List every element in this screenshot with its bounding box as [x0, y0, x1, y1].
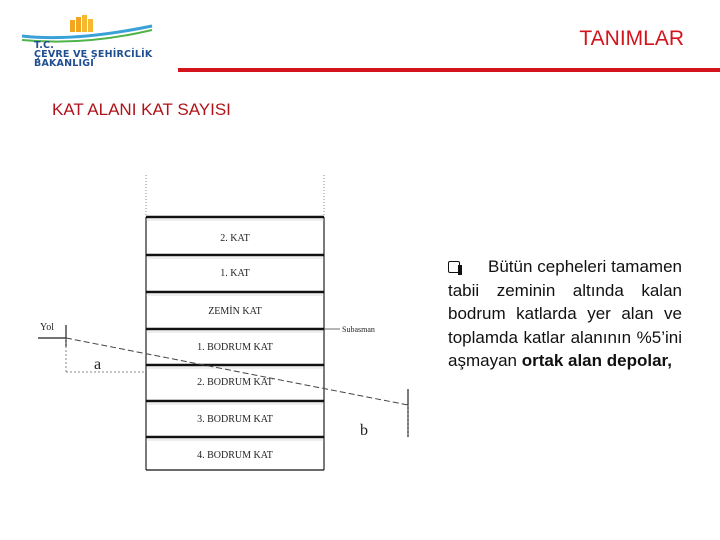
road-label: Yol: [40, 322, 54, 333]
logo-line-3: BAKANLIĞI: [34, 58, 94, 69]
definition-regular-text: Bütün cepheleri tamamen tabii zeminin altında kalan bodrum katlarda yer alan ve toplamda katlar alanının %5’ini aşmayan: [448, 257, 682, 370]
floor-label-1-kat: 1. KAT: [220, 268, 250, 279]
logo-line-1: T.C.: [34, 40, 55, 51]
definition-bold-text: ortak alan depolar,: [521, 351, 672, 370]
floor-label-zemin-kat: ZEMİN KAT: [208, 306, 262, 317]
ministry-logo: [14, 12, 164, 72]
logo-line-2: ÇEVRE VE ŞEHİRCİLİK: [34, 49, 153, 60]
floor-label-2-bodrum: 2. BODRUM KAT: [197, 377, 273, 388]
section-subtitle: KAT ALANI KAT SAYISI: [52, 100, 231, 119]
dimension-b-label: b: [360, 422, 368, 439]
definition-text: [448, 255, 682, 373]
floor-label-1-bodrum: 1. BODRUM KAT: [197, 342, 273, 353]
checkbox-bullet-icon: [448, 261, 460, 273]
floor-label-2-kat: 2. KAT: [220, 233, 250, 244]
page-title: TANIMLAR: [579, 27, 684, 50]
header-divider: [178, 68, 720, 72]
floor-label-4-bodrum: 4. BODRUM KAT: [197, 450, 273, 461]
basement-floors-diagram: [30, 175, 420, 480]
floor-label-3-bodrum: 3. BODRUM KAT: [197, 414, 273, 425]
dimension-a-label: a: [94, 356, 102, 373]
ground-label: Subasman: [342, 325, 375, 334]
